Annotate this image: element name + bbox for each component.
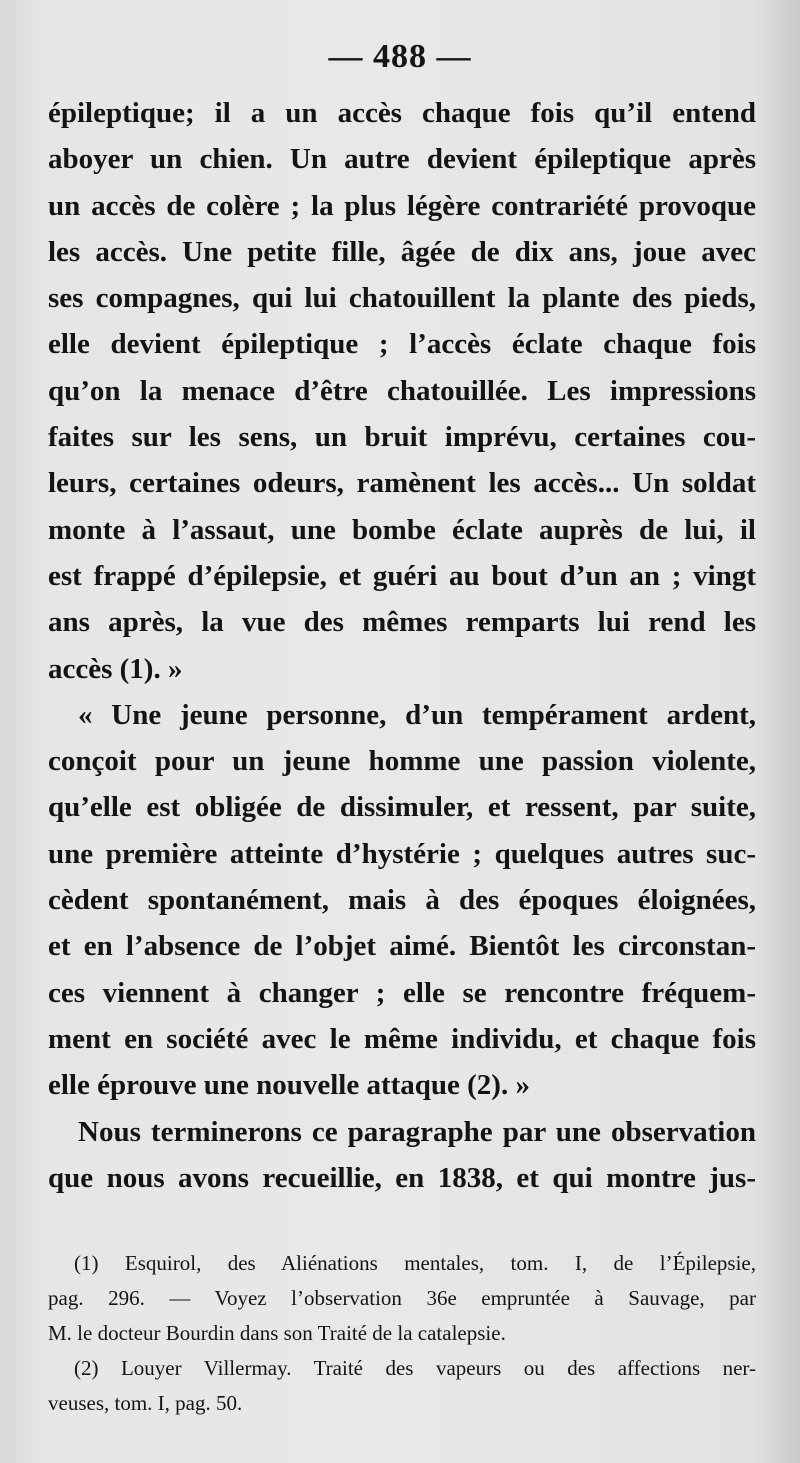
- text-line: est frappé d’épilepsie, et guéri au bout d’un an ; vingt: [48, 559, 756, 592]
- text-line: elle éprouve une nouvelle attaque (2). »: [48, 1069, 530, 1102]
- text-line: ses compagnes, qui lui chatouillent la plante des pieds,: [48, 282, 756, 315]
- text-line: épileptique; il a un accès chaque fois qu’il entend: [48, 97, 756, 129]
- body-text: [48, 90, 756, 1201]
- text-line: leurs, certaines odeurs, ramènent les accès... Un soldat: [48, 467, 756, 500]
- text-line: une première atteinte d’hystérie ; quelques autres suc-: [48, 837, 756, 870]
- text-line: « Une jeune personne, d’un tempérament ardent,: [78, 698, 756, 731]
- text-line: ces viennent à changer ; elle se rencontre fréquem-: [48, 976, 756, 1009]
- text-line: les accès. Une petite fille, âgée de dix ans, joue avec: [48, 235, 756, 268]
- text-line: ment en société avec le même individu, et chaque fois: [48, 1022, 756, 1055]
- footnotes: [48, 1246, 756, 1421]
- text-line: que nous avons recueillie, en 1838, et qui montre jus-: [48, 1161, 756, 1194]
- footnote-line: M. le docteur Bourdin dans son Traité de la catalepsie.: [48, 1321, 506, 1345]
- text-line: aboyer un chien. Un autre devient épileptique après: [48, 143, 756, 176]
- text-line: faites sur les sens, un bruit imprévu, certaines cou-: [48, 421, 756, 454]
- text-line: conçoit pour un jeune homme une passion violente,: [48, 745, 756, 778]
- text-line: Nous terminerons ce paragraphe par une observation: [78, 1115, 756, 1148]
- text-line: elle devient épileptique ; l’accès éclate chaque fois: [48, 328, 756, 361]
- text-line: qu’elle est obligée de dissimuler, et ressent, par suite,: [48, 791, 756, 824]
- text-line: accès (1). »: [48, 652, 183, 685]
- footnote-line: veuses, tom. I, pag. 50.: [48, 1391, 243, 1415]
- text-line: ans après, la vue des mêmes remparts lui rend les: [48, 606, 756, 639]
- text-line: cèdent spontanément, mais à des époques éloignées,: [48, 884, 756, 917]
- page-number: — 488 —: [328, 38, 472, 75]
- text-line: qu’on la menace d’être chatouillée. Les impressions: [48, 374, 756, 407]
- text-line: un accès de colère ; la plus légère contrariété provoque: [48, 189, 756, 222]
- text-line: et en l’absence de l’objet aimé. Bientôt les circonstan-: [48, 930, 756, 963]
- text-line: monte à l’assaut, une bombe éclate auprès de lui, il: [48, 513, 756, 546]
- footnote-line: (1) Esquirol, des Aliénations mentales, tom. I, de l’Épilepsie,: [74, 1251, 756, 1275]
- footnote-line: (2) Louyer Villermay. Traité des vapeurs ou des affections ner-: [74, 1356, 756, 1380]
- footnote-line: pag. 296. — Voyez l’observation 36e empruntée à Sauvage, par: [48, 1286, 756, 1310]
